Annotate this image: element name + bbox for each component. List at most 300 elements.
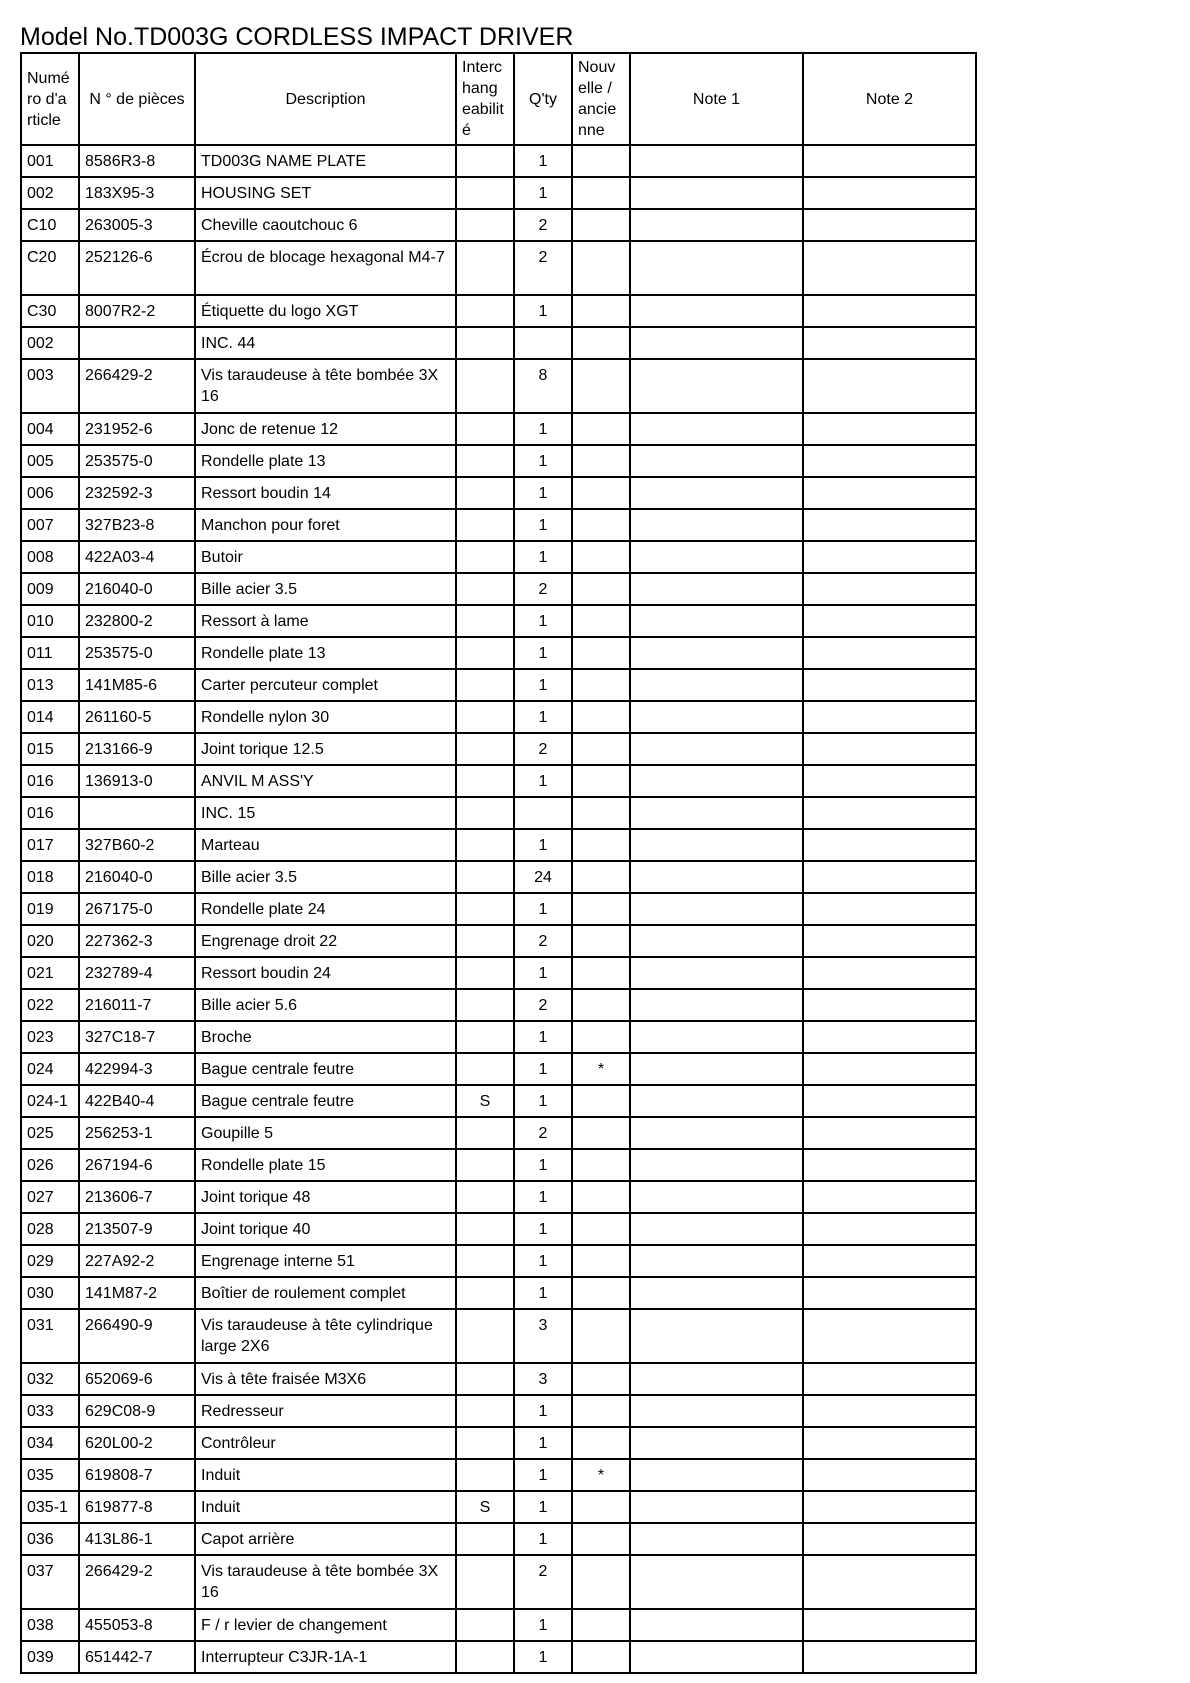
cell-description: ANVIL M ASS'Y: [195, 765, 456, 797]
table-row: [21, 733, 976, 765]
cell-note2: [803, 541, 976, 573]
cell-item-no: C30: [21, 295, 79, 327]
cell-note1: [630, 295, 803, 327]
cell-note2: [803, 989, 976, 1021]
table-row: [21, 1491, 976, 1523]
cell-qty: [514, 797, 572, 829]
table-row: [21, 1555, 976, 1609]
cell-part-no: 232592-3: [79, 477, 195, 509]
cell-item-no: 016: [21, 797, 79, 829]
cell-new-old: [572, 1609, 630, 1641]
cell-new-old: [572, 637, 630, 669]
cell-interchangeability: [456, 1021, 514, 1053]
cell-item-no: 036: [21, 1523, 79, 1555]
cell-part-no: 213166-9: [79, 733, 195, 765]
cell-new-old: [572, 145, 630, 177]
table-row: [21, 957, 976, 989]
cell-item-no: 024-1: [21, 1085, 79, 1117]
cell-note2: [803, 669, 976, 701]
cell-part-no: 8586R3-8: [79, 145, 195, 177]
cell-note1: [630, 477, 803, 509]
table-row: [21, 765, 976, 797]
table-row: [21, 1459, 976, 1491]
cell-interchangeability: [456, 669, 514, 701]
table-row: [21, 1085, 976, 1117]
cell-interchangeability: [456, 701, 514, 733]
cell-interchangeability: [456, 1395, 514, 1427]
cell-part-no: 267194-6: [79, 1149, 195, 1181]
cell-description: Bague centrale feutre: [195, 1053, 456, 1085]
cell-note2: [803, 177, 976, 209]
cell-note2: [803, 359, 976, 413]
cell-qty: 1: [514, 957, 572, 989]
cell-new-old: [572, 573, 630, 605]
cell-part-no: 455053-8: [79, 1609, 195, 1641]
table-row: [21, 1427, 976, 1459]
cell-interchangeability: [456, 1427, 514, 1459]
cell-item-no: 022: [21, 989, 79, 1021]
cell-interchangeability: [456, 733, 514, 765]
cell-part-no: 267175-0: [79, 893, 195, 925]
cell-description: Broche: [195, 1021, 456, 1053]
cell-qty: 1: [514, 1021, 572, 1053]
cell-note1: [630, 359, 803, 413]
table-row: [21, 989, 976, 1021]
cell-note2: [803, 1491, 976, 1523]
table-row: [21, 477, 976, 509]
cell-note1: [630, 541, 803, 573]
cell-item-no: 002: [21, 177, 79, 209]
cell-part-no: 266490-9: [79, 1309, 195, 1363]
cell-new-old: [572, 1641, 630, 1673]
cell-new-old: [572, 1427, 630, 1459]
col-header-part-no: N ° de pièces: [79, 53, 195, 145]
cell-note2: [803, 573, 976, 605]
cell-part-no: 216040-0: [79, 573, 195, 605]
cell-note1: [630, 957, 803, 989]
cell-part-no: 629C08-9: [79, 1395, 195, 1427]
cell-note1: [630, 1277, 803, 1309]
col-header-interchangeability: Interc hang eabilit é: [456, 53, 514, 145]
cell-interchangeability: [456, 1641, 514, 1673]
cell-note2: [803, 1395, 976, 1427]
cell-interchangeability: [456, 1555, 514, 1609]
cell-interchangeability: [456, 1277, 514, 1309]
cell-note2: [803, 1609, 976, 1641]
cell-new-old: [572, 1213, 630, 1245]
cell-note1: [630, 1641, 803, 1673]
cell-qty: 1: [514, 1181, 572, 1213]
table-row: [21, 327, 976, 359]
cell-qty: 2: [514, 1117, 572, 1149]
cell-part-no: 213507-9: [79, 1213, 195, 1245]
cell-note2: [803, 733, 976, 765]
cell-interchangeability: [456, 1245, 514, 1277]
table-row: [21, 701, 976, 733]
cell-qty: 1: [514, 669, 572, 701]
cell-new-old: [572, 1181, 630, 1213]
cell-new-old: [572, 861, 630, 893]
cell-item-no: 020: [21, 925, 79, 957]
cell-part-no: 651442-7: [79, 1641, 195, 1673]
cell-new-old: [572, 893, 630, 925]
table-row: [21, 145, 976, 177]
cell-part-no: 422A03-4: [79, 541, 195, 573]
cell-part-no: 263005-3: [79, 209, 195, 241]
table-row: [21, 359, 976, 413]
table-row: [21, 861, 976, 893]
table-row: [21, 893, 976, 925]
cell-note2: [803, 1053, 976, 1085]
cell-part-no: 141M85-6: [79, 669, 195, 701]
cell-description: Jonc de retenue 12: [195, 413, 456, 445]
cell-item-no: 032: [21, 1363, 79, 1395]
cell-note1: [630, 893, 803, 925]
cell-new-old: [572, 797, 630, 829]
cell-interchangeability: [456, 509, 514, 541]
cell-qty: 1: [514, 1245, 572, 1277]
cell-note2: [803, 765, 976, 797]
cell-qty: 1: [514, 637, 572, 669]
cell-item-no: 039: [21, 1641, 79, 1673]
cell-description: Vis taraudeuse à tête cylindrique large 2X6: [195, 1309, 456, 1363]
cell-note1: [630, 1523, 803, 1555]
cell-item-no: 027: [21, 1181, 79, 1213]
cell-description: Joint torique 40: [195, 1213, 456, 1245]
cell-interchangeability: [456, 541, 514, 573]
cell-qty: 24: [514, 861, 572, 893]
cell-item-no: 035: [21, 1459, 79, 1491]
cell-qty: 2: [514, 241, 572, 295]
col-header-new-old: Nouv elle / ancie nne: [572, 53, 630, 145]
cell-interchangeability: [456, 925, 514, 957]
cell-item-no: 030: [21, 1277, 79, 1309]
cell-part-no: 232800-2: [79, 605, 195, 637]
cell-qty: 2: [514, 1555, 572, 1609]
cell-qty: 1: [514, 829, 572, 861]
cell-new-old: [572, 1491, 630, 1523]
cell-description: Étiquette du logo XGT: [195, 295, 456, 327]
cell-new-old: [572, 241, 630, 295]
cell-note1: [630, 605, 803, 637]
cell-note2: [803, 605, 976, 637]
table-row: [21, 241, 976, 295]
cell-note2: [803, 1277, 976, 1309]
cell-part-no: [79, 797, 195, 829]
cell-note1: [630, 145, 803, 177]
cell-interchangeability: S: [456, 1085, 514, 1117]
cell-interchangeability: [456, 893, 514, 925]
cell-item-no: 014: [21, 701, 79, 733]
cell-new-old: [572, 177, 630, 209]
cell-new-old: [572, 327, 630, 359]
cell-item-no: 038: [21, 1609, 79, 1641]
cell-note2: [803, 241, 976, 295]
cell-item-no: 008: [21, 541, 79, 573]
cell-part-no: 422994-3: [79, 1053, 195, 1085]
table-row: [21, 829, 976, 861]
table-row: [21, 925, 976, 957]
cell-new-old: [572, 1555, 630, 1609]
cell-item-no: 007: [21, 509, 79, 541]
cell-description: F / r levier de changement: [195, 1609, 456, 1641]
cell-qty: 1: [514, 1395, 572, 1427]
cell-new-old: *: [572, 1053, 630, 1085]
cell-part-no: 253575-0: [79, 445, 195, 477]
cell-interchangeability: [456, 1309, 514, 1363]
cell-note1: [630, 765, 803, 797]
cell-note1: [630, 1213, 803, 1245]
cell-description: Bille acier 3.5: [195, 573, 456, 605]
cell-part-no: 141M87-2: [79, 1277, 195, 1309]
cell-description: Rondelle plate 13: [195, 445, 456, 477]
cell-description: Capot arrière: [195, 1523, 456, 1555]
cell-new-old: [572, 359, 630, 413]
cell-item-no: 033: [21, 1395, 79, 1427]
cell-item-no: 018: [21, 861, 79, 893]
cell-note1: [630, 1117, 803, 1149]
cell-item-no: 026: [21, 1149, 79, 1181]
cell-description: Rondelle plate 15: [195, 1149, 456, 1181]
cell-note1: [630, 1053, 803, 1085]
cell-interchangeability: [456, 1459, 514, 1491]
cell-note2: [803, 1085, 976, 1117]
cell-part-no: 620L00-2: [79, 1427, 195, 1459]
cell-item-no: 034: [21, 1427, 79, 1459]
cell-part-no: 216040-0: [79, 861, 195, 893]
cell-interchangeability: [456, 413, 514, 445]
cell-note2: [803, 1245, 976, 1277]
cell-description: Bague centrale feutre: [195, 1085, 456, 1117]
cell-note2: [803, 477, 976, 509]
cell-qty: 2: [514, 209, 572, 241]
cell-interchangeability: [456, 861, 514, 893]
cell-qty: 1: [514, 1085, 572, 1117]
cell-new-old: [572, 957, 630, 989]
cell-interchangeability: [456, 1523, 514, 1555]
cell-qty: 1: [514, 701, 572, 733]
cell-part-no: 619877-8: [79, 1491, 195, 1523]
cell-note2: [803, 1309, 976, 1363]
cell-qty: 1: [514, 1609, 572, 1641]
cell-interchangeability: [456, 1053, 514, 1085]
cell-note2: [803, 509, 976, 541]
cell-note2: [803, 1459, 976, 1491]
cell-part-no: 183X95-3: [79, 177, 195, 209]
cell-interchangeability: [456, 145, 514, 177]
cell-note1: [630, 1149, 803, 1181]
cell-item-no: C20: [21, 241, 79, 295]
cell-item-no: 028: [21, 1213, 79, 1245]
cell-new-old: [572, 445, 630, 477]
cell-qty: 1: [514, 1491, 572, 1523]
cell-new-old: [572, 733, 630, 765]
cell-note2: [803, 957, 976, 989]
cell-description: INC. 15: [195, 797, 456, 829]
cell-interchangeability: [456, 445, 514, 477]
cell-interchangeability: [456, 1149, 514, 1181]
cell-qty: 2: [514, 733, 572, 765]
cell-interchangeability: [456, 1363, 514, 1395]
cell-description: Cheville caoutchouc 6: [195, 209, 456, 241]
cell-part-no: 327C18-7: [79, 1021, 195, 1053]
cell-note2: [803, 701, 976, 733]
cell-interchangeability: [456, 829, 514, 861]
cell-note1: [630, 989, 803, 1021]
cell-note1: [630, 1459, 803, 1491]
table-row: [21, 445, 976, 477]
col-header-note2: Note 2: [803, 53, 976, 145]
cell-new-old: [572, 925, 630, 957]
cell-new-old: [572, 477, 630, 509]
cell-interchangeability: [456, 477, 514, 509]
cell-description: Joint torique 12.5: [195, 733, 456, 765]
cell-description: Engrenage droit 22: [195, 925, 456, 957]
cell-new-old: [572, 1085, 630, 1117]
cell-item-no: 011: [21, 637, 79, 669]
cell-interchangeability: [456, 1609, 514, 1641]
cell-note2: [803, 829, 976, 861]
cell-description: HOUSING SET: [195, 177, 456, 209]
cell-item-no: 031: [21, 1309, 79, 1363]
cell-note2: [803, 1641, 976, 1673]
cell-new-old: [572, 829, 630, 861]
cell-qty: 1: [514, 445, 572, 477]
table-row: [21, 669, 976, 701]
cell-note2: [803, 1213, 976, 1245]
cell-note1: [630, 1363, 803, 1395]
table-row: [21, 1363, 976, 1395]
cell-item-no: 016: [21, 765, 79, 797]
table-row: [21, 1213, 976, 1245]
col-header-qty: Q'ty: [514, 53, 572, 145]
cell-note1: [630, 327, 803, 359]
cell-item-no: 002: [21, 327, 79, 359]
cell-new-old: [572, 413, 630, 445]
cell-new-old: [572, 1523, 630, 1555]
cell-new-old: [572, 1149, 630, 1181]
table-row: [21, 605, 976, 637]
cell-note2: [803, 637, 976, 669]
cell-part-no: 227362-3: [79, 925, 195, 957]
cell-item-no: 006: [21, 477, 79, 509]
cell-note1: [630, 733, 803, 765]
cell-description: Bille acier 3.5: [195, 861, 456, 893]
cell-qty: 1: [514, 1213, 572, 1245]
cell-description: Écrou de blocage hexagonal M4-7: [195, 241, 456, 295]
table-row: [21, 541, 976, 573]
cell-item-no: 029: [21, 1245, 79, 1277]
cell-qty: 1: [514, 477, 572, 509]
cell-description: Manchon pour foret: [195, 509, 456, 541]
cell-note2: [803, 1523, 976, 1555]
cell-note2: [803, 413, 976, 445]
table-row: [21, 1021, 976, 1053]
cell-description: Ressort boudin 14: [195, 477, 456, 509]
cell-description: Marteau: [195, 829, 456, 861]
cell-note2: [803, 893, 976, 925]
cell-interchangeability: [456, 765, 514, 797]
cell-part-no: 8007R2-2: [79, 295, 195, 327]
cell-description: Goupille 5: [195, 1117, 456, 1149]
cell-description: Ressort à lame: [195, 605, 456, 637]
cell-part-no: 652069-6: [79, 1363, 195, 1395]
cell-note2: [803, 295, 976, 327]
cell-new-old: [572, 765, 630, 797]
cell-note1: [630, 829, 803, 861]
cell-new-old: [572, 541, 630, 573]
cell-note1: [630, 1427, 803, 1459]
cell-qty: 1: [514, 541, 572, 573]
cell-note2: [803, 327, 976, 359]
table-row: [21, 295, 976, 327]
cell-new-old: [572, 1117, 630, 1149]
cell-note2: [803, 1555, 976, 1609]
page-title: Model No.TD003G CORDLESS IMPACT DRIVER: [20, 23, 574, 51]
cell-new-old: [572, 1021, 630, 1053]
cell-interchangeability: [456, 241, 514, 295]
cell-description: Contrôleur: [195, 1427, 456, 1459]
cell-note2: [803, 1149, 976, 1181]
cell-description: Vis taraudeuse à tête bombée 3X 16: [195, 1555, 456, 1609]
cell-description: Ressort boudin 24: [195, 957, 456, 989]
cell-qty: 3: [514, 1309, 572, 1363]
cell-item-no: 035-1: [21, 1491, 79, 1523]
cell-description: Carter percuteur complet: [195, 669, 456, 701]
table-row: [21, 177, 976, 209]
cell-note1: [630, 637, 803, 669]
cell-note2: [803, 925, 976, 957]
cell-description: Rondelle plate 24: [195, 893, 456, 925]
cell-note2: [803, 1021, 976, 1053]
table-row: [21, 1641, 976, 1673]
table-row: [21, 1149, 976, 1181]
cell-part-no: 253575-0: [79, 637, 195, 669]
cell-note2: [803, 1427, 976, 1459]
cell-part-no: 213606-7: [79, 1181, 195, 1213]
cell-item-no: 037: [21, 1555, 79, 1609]
table-row: [21, 573, 976, 605]
cell-item-no: 003: [21, 359, 79, 413]
cell-item-no: 010: [21, 605, 79, 637]
cell-interchangeability: [456, 327, 514, 359]
cell-qty: 1: [514, 145, 572, 177]
cell-item-no: 024: [21, 1053, 79, 1085]
cell-new-old: [572, 605, 630, 637]
cell-description: Induit: [195, 1459, 456, 1491]
table-row: [21, 1053, 976, 1085]
cell-qty: 1: [514, 605, 572, 637]
col-header-description: Description: [195, 53, 456, 145]
cell-qty: 1: [514, 893, 572, 925]
cell-new-old: [572, 1363, 630, 1395]
cell-part-no: 619808-7: [79, 1459, 195, 1491]
cell-description: Redresseur: [195, 1395, 456, 1427]
cell-item-no: 013: [21, 669, 79, 701]
cell-note1: [630, 1309, 803, 1363]
cell-note1: [630, 445, 803, 477]
parts-table: [20, 52, 977, 1674]
cell-note1: [630, 509, 803, 541]
cell-note1: [630, 413, 803, 445]
cell-part-no: 227A92-2: [79, 1245, 195, 1277]
table-header-row: [21, 53, 976, 145]
cell-interchangeability: [456, 209, 514, 241]
table-row: [21, 1117, 976, 1149]
cell-item-no: 015: [21, 733, 79, 765]
cell-note2: [803, 1181, 976, 1213]
cell-item-no: 005: [21, 445, 79, 477]
